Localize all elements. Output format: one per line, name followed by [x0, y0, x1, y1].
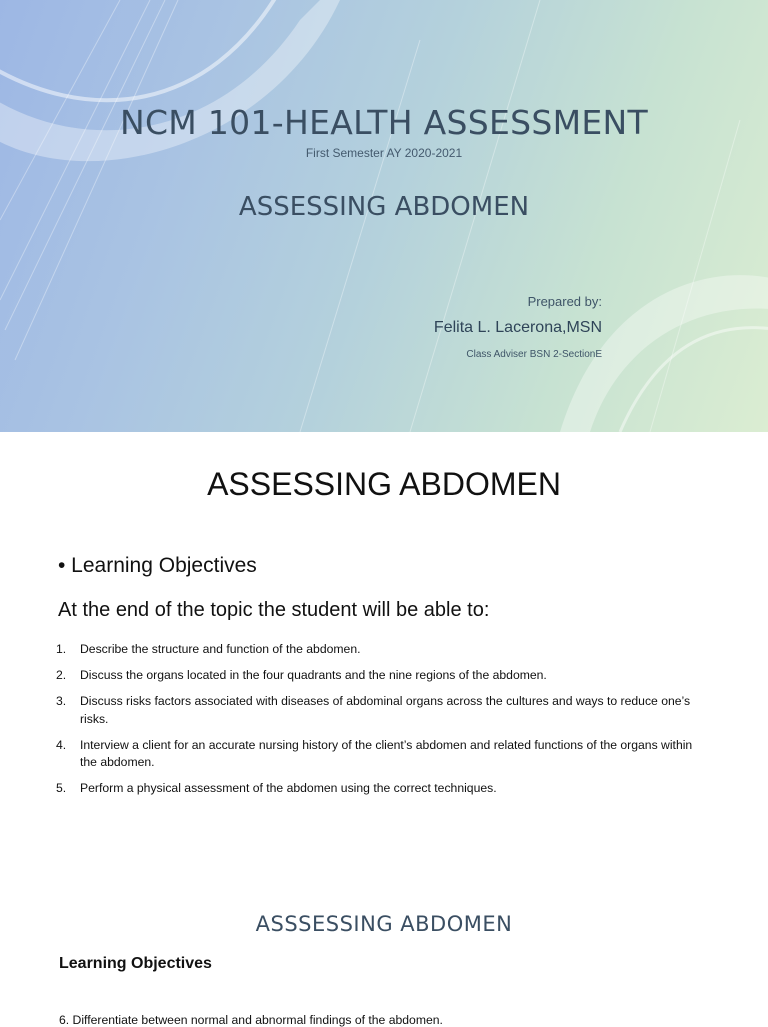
presentation-title: NCM 101-HEALTH ASSESSMENT — [119, 103, 648, 142]
semester-label: First Semester AY 2020-2021 — [305, 146, 463, 160]
list-item: 5. Perform a physical assessment of the abdomen using the correct techniques. — [56, 781, 497, 795]
list-item: 2. Discuss the organs located in the four quadrants and the nine regions of the abdomen. — [56, 668, 547, 682]
slide-title: ASSSESSING ABDOMEN — [255, 912, 513, 936]
list-item: 1. Describe the structure and function of the abdomen. — [56, 642, 361, 656]
section-bullet: • Learning Objectives — [58, 554, 257, 577]
section-heading: Learning Objectives — [59, 955, 212, 972]
slide-title: ASSESSING ABDOMEN — [207, 466, 561, 502]
author-name: Felita L. Lacerona,MSN — [433, 319, 602, 336]
list-item: 6. Differentiate between normal and abnormal findings of the abdomen. — [59, 1013, 443, 1027]
list-item: 3. Discuss risks factors associated with diseases of abdominal organs across the cultures and ways to reduce one’s risks. — [56, 694, 691, 726]
intro-text: At the end of the topic the student will be able to: — [58, 599, 490, 621]
topic-title: ASSESSING ABDOMEN — [238, 192, 530, 222]
objectives-list — [56, 641, 706, 806]
title-slide — [0, 0, 768, 432]
prepared-by-label: Prepared by: — [527, 294, 602, 309]
adviser-label: Class Adviser BSN 2-SectionE — [466, 349, 602, 360]
list-item: 4. Interview a client for an accurate nursing history of the client’s abdomen and related functions of the organs within the abdomen. — [56, 737, 693, 769]
